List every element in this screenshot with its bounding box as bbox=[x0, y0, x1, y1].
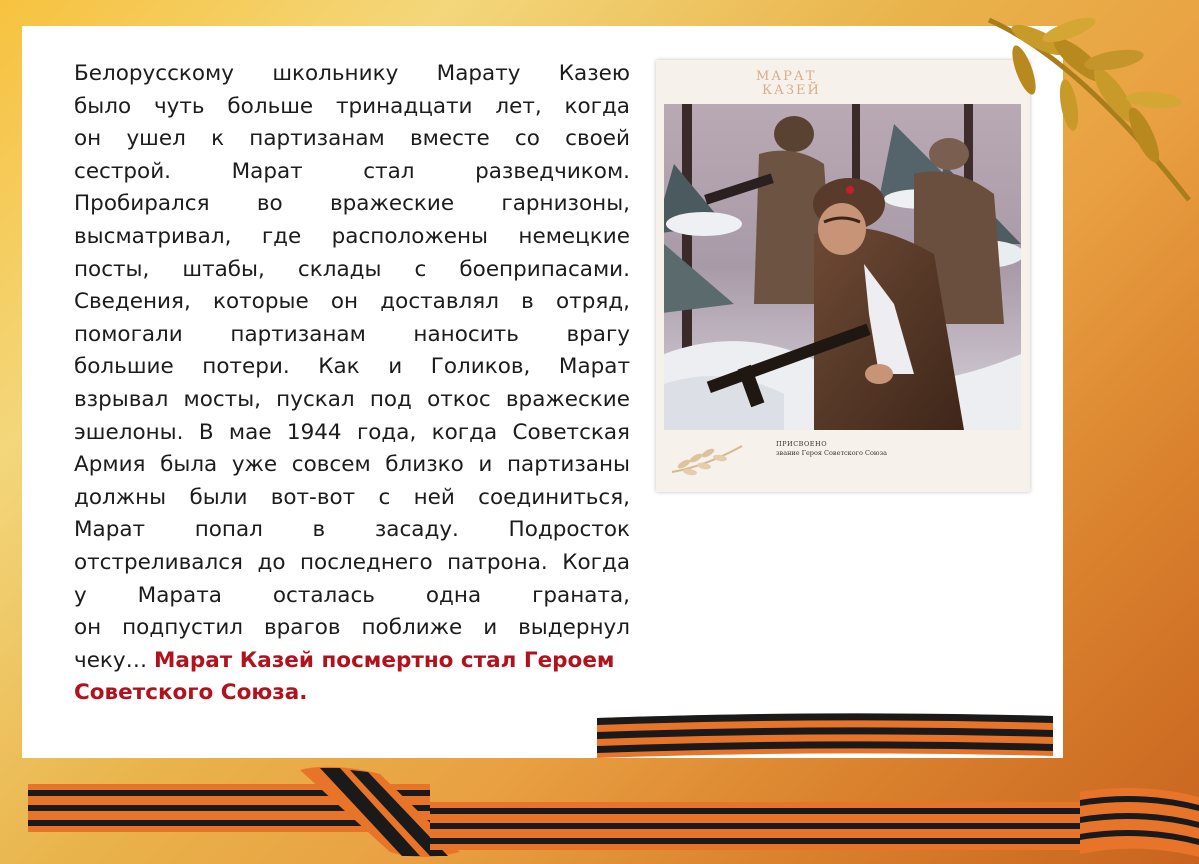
story-line: взрывал мосты, пускал под откос вражеские bbox=[74, 386, 630, 412]
story-line: Марат попал в засаду. Подросток bbox=[74, 517, 630, 543]
story-line: должны были вот-вот с ней соединиться, bbox=[74, 484, 630, 510]
story-line: большие потери. Как и Голиков, Марат bbox=[74, 354, 630, 380]
story-text bbox=[74, 58, 630, 710]
st-george-ribbon bbox=[597, 710, 1053, 760]
caption-line: ПРИСВОЕНО bbox=[776, 440, 828, 448]
story-line-start: чеку… bbox=[74, 647, 154, 673]
story-line: Армия была уже совсем близко и партизаны bbox=[74, 452, 630, 478]
book-title-line: МАРАТ bbox=[756, 69, 817, 84]
story-line-final bbox=[74, 645, 630, 678]
hero-highlight-end: Советского Союза. bbox=[74, 680, 308, 706]
story-line: эшелоны. В мае 1944 года, когда Советская bbox=[74, 419, 630, 445]
story-line: у Марата осталась одна граната, bbox=[74, 582, 630, 608]
hero-highlight: Марат Казей посмертно стал Героем bbox=[153, 647, 615, 673]
story-line: Белорусскому школьнику Марату Казею bbox=[74, 61, 630, 86]
story-line: он ушел к партизанам вместе со своей bbox=[74, 126, 630, 152]
book-footer bbox=[666, 432, 1020, 490]
story-line: высматривал, где расположены немецкие bbox=[74, 223, 630, 249]
story-line: посты, штабы, склады с боеприпасами. bbox=[74, 256, 630, 282]
story-line: Сведения, которые он доставлял в отряд, bbox=[74, 289, 630, 315]
story-line: он подпустил врагов поближе и выдернул bbox=[74, 615, 630, 641]
book-title bbox=[756, 70, 936, 98]
slide-card bbox=[22, 26, 1063, 758]
book-caption bbox=[776, 440, 887, 458]
story-line: сестрой. Марат стал разведчиком. bbox=[74, 158, 630, 184]
caption-line: звание Героя Советского Союза bbox=[776, 449, 888, 457]
story-line: отстреливался до последнего патрона. Когда bbox=[74, 549, 630, 575]
st-george-ribbon-bottom bbox=[0, 762, 1199, 864]
book-title-line: КАЗЕЙ bbox=[762, 83, 821, 98]
story-line: Пробирался во вражеские гарнизоны, bbox=[74, 191, 630, 217]
laurel-branch-icon bbox=[929, 0, 1199, 220]
story-line: было чуть больше тринадцати лет, когда bbox=[74, 93, 630, 119]
story-line: помогали партизанам наносить врагу bbox=[74, 321, 630, 347]
laurel-icon bbox=[666, 436, 746, 480]
